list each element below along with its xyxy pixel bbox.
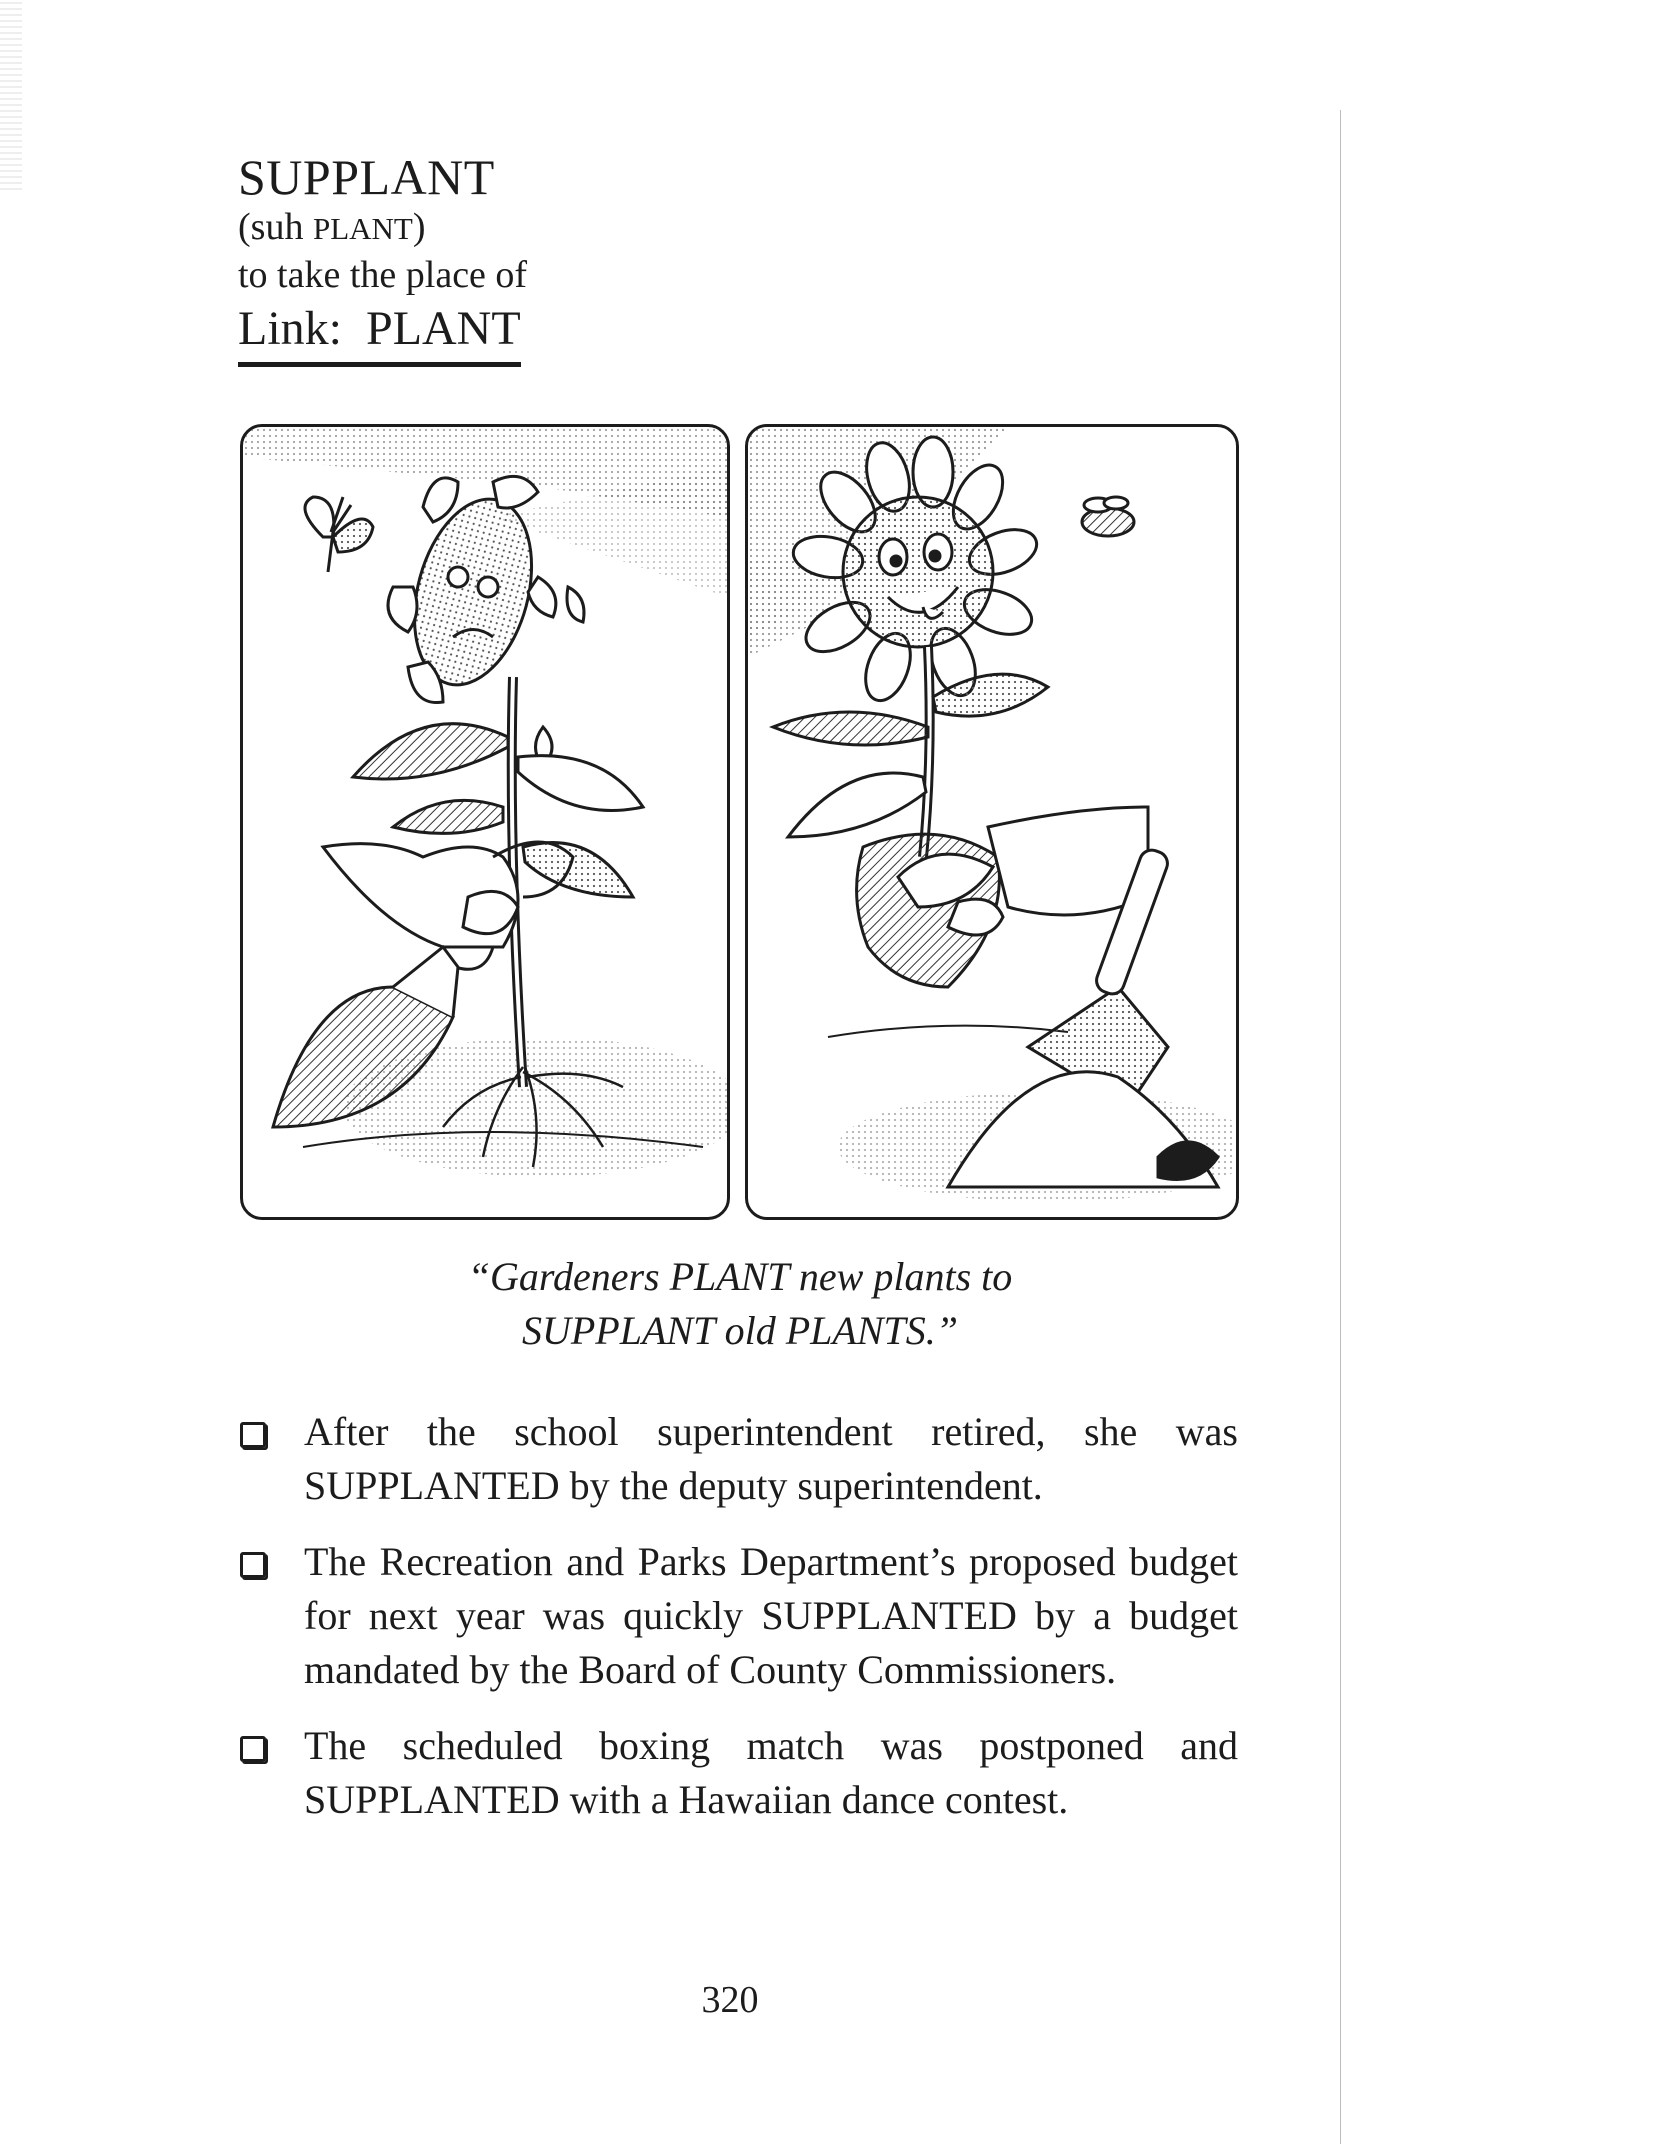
pronunciation-open: (suh — [238, 206, 313, 248]
example-text: The Recreation and Parks Department’s proposed budget for next year was quickly SUPPLANTED by a budget mandated by the Board of County Commissioners. — [304, 1539, 1238, 1692]
checkbox-icon — [240, 1736, 266, 1762]
page-number: 320 — [701, 1979, 759, 2021]
wilting-sunflower-with-trowel-illustration — [243, 427, 727, 1217]
example-item — [228, 1535, 1238, 1697]
mnemonic-caption — [300, 1250, 1180, 1358]
checkbox-icon — [240, 1552, 266, 1578]
pronunciation-close: ) — [412, 206, 426, 248]
smiling-sunflower-being-planted-illustration — [748, 427, 1236, 1217]
example-text: The scheduled boxing match was postponed and SUPPLANTED with a Hawaiian dance contest. — [304, 1723, 1238, 1822]
checkbox-icon — [240, 1422, 266, 1448]
pronunciation — [238, 204, 527, 252]
example-text: After the school superintendent retired, she was SUPPLANTED by the deputy superintendent. — [304, 1409, 1238, 1508]
link-line — [238, 300, 521, 367]
scan-edge-marks — [0, 0, 22, 190]
definition: to take the place of — [238, 254, 528, 296]
headword: SUPPLANT — [238, 149, 495, 205]
vocabulary-entry — [238, 150, 527, 367]
link-word: PLANT — [366, 302, 521, 355]
caption-line-1: “Gardeners PLANT new plants to — [467, 1254, 1013, 1299]
example-list — [228, 1405, 1238, 1849]
link-label: Link: — [238, 302, 342, 355]
caption-line-2: SUPPLANT old PLANTS.” — [521, 1308, 959, 1353]
pronunciation-stress: PLANT — [312, 211, 413, 246]
left-illustration-panel — [240, 424, 730, 1220]
right-illustration-panel — [745, 424, 1239, 1220]
example-item — [228, 1719, 1238, 1827]
example-item — [228, 1405, 1238, 1513]
page-edge-line — [1340, 110, 1341, 2144]
